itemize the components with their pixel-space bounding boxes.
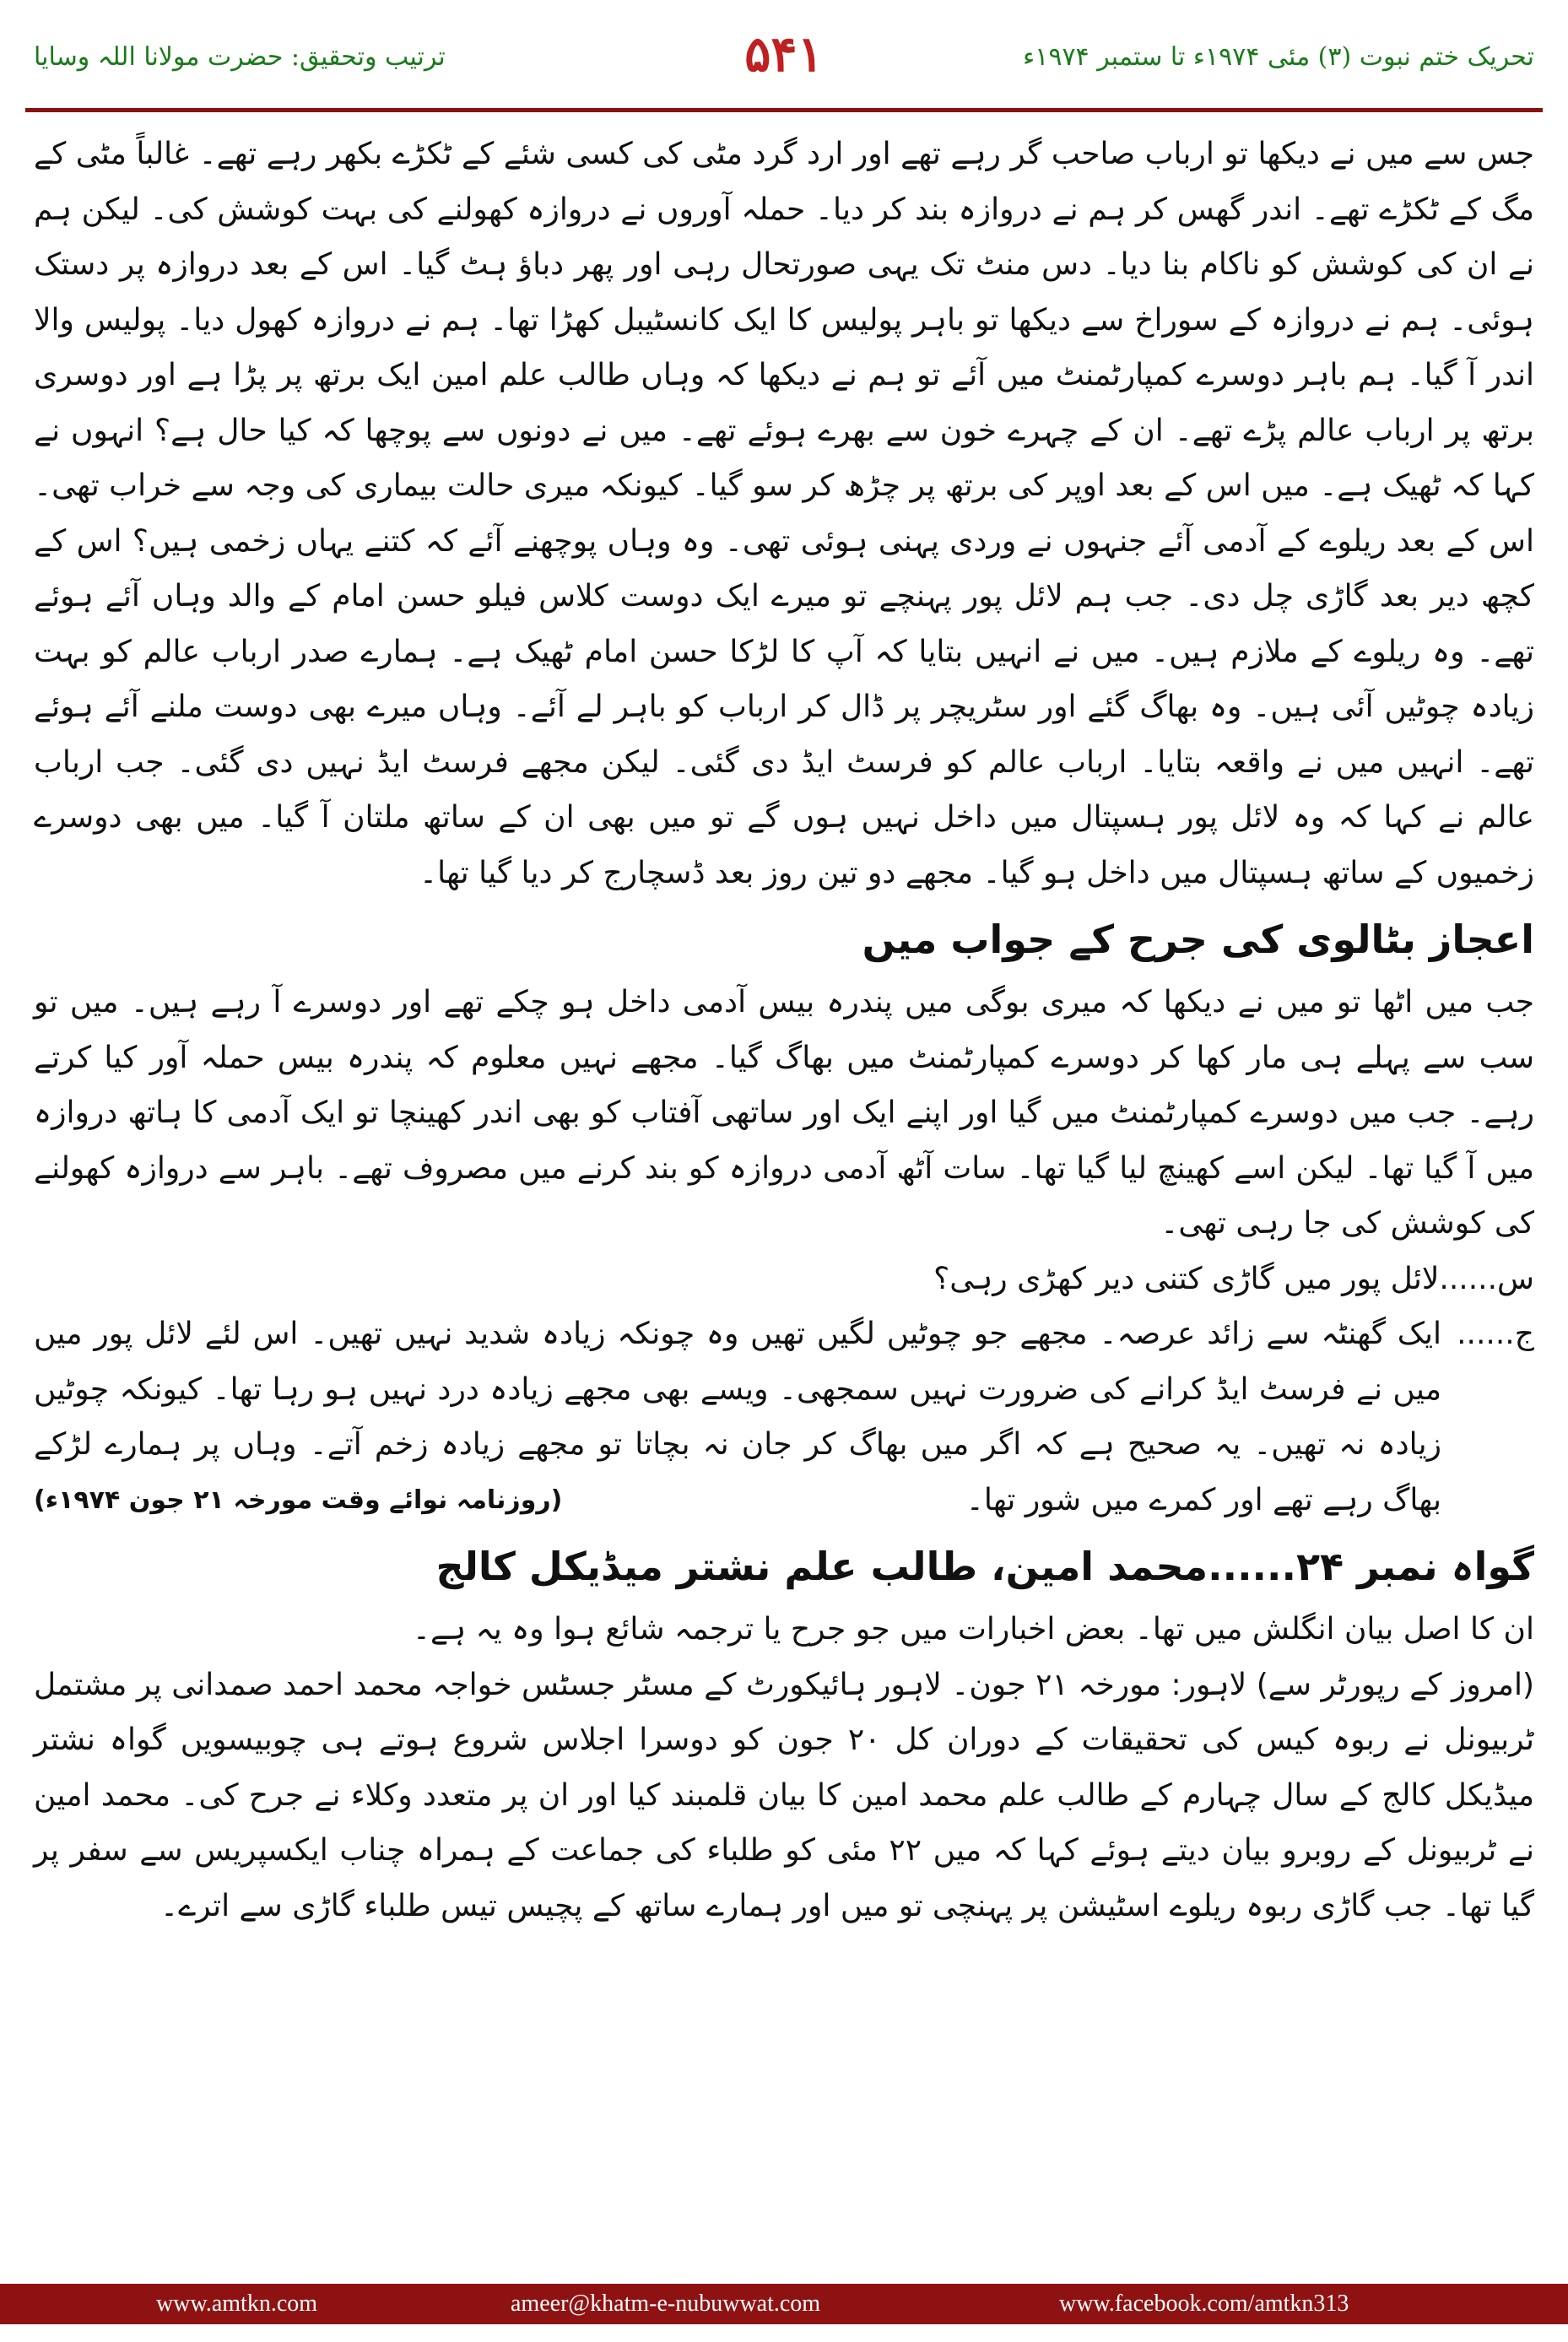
answer-row	[34, 1306, 1534, 1528]
question-row	[34, 1252, 1534, 1307]
paragraph-testimony-continuation: جس سے میں نے دیکھا تو ارباب صاحب گر رہے تھے اور ارد گرد مٹی کی کسی شئے کے ٹکڑے بکھر رہے تھے۔ غالباً مٹی کے مگ کے ٹکڑے تھے۔ اندر گھس کر ہم نے دروازہ بند کر دیا۔ حملہ آوروں نے دروازہ کھولنے کی بہت کوشش کی۔ لیکن ہم نے ان کی کوشش کو ناکام بنا دیا۔ دس منٹ تک یہی صورتحال رہی اور پھر دباؤ ہٹ گیا۔ اس کے بعد دروازہ پر دستک ہوئی۔ ہم نے دروازہ کے سوراخ سے دیکھا تو باہر پولیس کا ایک کانسٹیبل کھڑا تھا۔ ہم نے دروازہ کھول دیا۔ پولیس والا اندر آ گیا۔ ہم باہر دوسرے کمپارٹمنٹ میں آئے تو ہم نے دیکھا کہ وہاں طالب علم امین ایک برتھ پر پڑا ہے اور دوسری برتھ پر ارباب عالم پڑے تھے۔ ان کے چہرے خون سے بھرے ہوئے تھے۔ میں نے دونوں سے پوچھا کہ کیا حال ہے؟ انہوں نے کہا کہ ٹھیک ہے۔ میں اس کے بعد اوپر کی برتھ پر چڑھ کر سو گیا۔ کیونکہ میری حالت بیماری کی وجہ سے خراب تھی۔ اس کے بعد ریلوے کے آدمی آئے جنہوں نے وردی پہنی ہوئی تھی۔ وہ وہاں پوچھنے آئے کہ کتنے یہاں زخمی ہیں؟ اس کے کچھ دیر بعد گاڑی چل دی۔ جب ہم لائل پور پہنچے تو میرے ایک دوست کلاس فیلو حسن امام کے والد وہاں آئے ہوئے تھے۔ وہ ریلوے کے ملازم ہیں۔ میں نے انہیں بتایا کہ آپ کا لڑکا حسن امام ٹھیک ہے۔ ہمارے صدر ارباب عالم کو بہت زیادہ چوٹیں آئی ہیں۔ وہ بھاگ گئے اور سٹریچر پر ڈال کر ارباب کو باہر لے آئے۔ وہاں میرے بھی دوست ملنے آئے ہوئے تھے۔ انہیں میں نے واقعہ بتایا۔ ارباب عالم کو فرسٹ ایڈ دی گئی۔ لیکن مجھے فرسٹ ایڈ نہیں دی گئی۔ جب ارباب عالم نے کہا کہ وہ لائل پور ہسپتال میں داخل نہیں ہوں گے تو میں بھی ان کے ساتھ ملتان آ گیا۔ میں بھی دوسرے زخمیوں کے ساتھ ہسپتال میں داخل ہو گیا۔ مجھے دو تین روز بعد ڈسچارج کر دیا گیا تھا۔	[34, 137, 1534, 890]
section-heading-witness-24: گواہ نمبر ۲۴......محمد امین، طالب علم نشتر میڈیکل کالج	[435, 1544, 1534, 1589]
question-label: س......	[1439, 1261, 1534, 1296]
header-divider	[25, 108, 1543, 112]
footer-facebook-link[interactable]: www.facebook.com/amtkn313	[1059, 2291, 1349, 2317]
answer-label: ج......	[1457, 1317, 1534, 1351]
paragraph-statement-note: ان کا اصل بیان انگلش میں تھا۔ بعض اخبارات میں جو جرح یا ترجمہ شائع ہوا وہ یہ ہے۔	[412, 1612, 1534, 1647]
footer-email-link[interactable]: ameer@khatm-e-nubuwwat.com	[511, 2291, 821, 2317]
footer-website-link[interactable]: www.amtkn.com	[156, 2291, 318, 2317]
paragraph-report: (امروز کے رپورٹر سے) لاہور: مورخہ ۲۱ جون۔ لاہور ہائیکورٹ کے مسٹر جسٹس خواجہ محمد احمد صمدانی پر مشتمل ٹربیونل نے ربوہ کیس کی تحقیقات کے دوران کل ۲۰ جون کو دوسرا اجلاس شروع ہوتے ہی چوبیسویں گواہ نشتر میڈیکل کالج کے سال چہارم کے طالب علم محمد امین کا بیان قلمبند کیا اور ان پر متعدد وکلاء نے جرح کی۔ محمد امین نے ٹربیونل کے روبرو بیان دیتے ہوئے کہا کہ میں ۲۲ مئی کو طلباء کی جماعت کے ہمراہ چناب ایکسپریس سے سفر پر گیا تھا۔ جب گاڑی ربوہ ریلوے اسٹیشن پر پہنچی تو میں اور ہمارے ساتھ کے پچیس تیس طلباء گاڑی سے اترے۔	[34, 1667, 1534, 1923]
paragraph-cross-examination: جب میں اٹھا تو میں نے دیکھا کہ میری بوگی میں پندرہ بیس آدمی داخل ہو چکے تھے اور دوسرے آ رہے ہیں۔ میں تو سب سے پہلے ہی مار کھا کر دوسرے کمپارٹمنٹ میں بھاگ گیا۔ مجھے نہیں معلوم کہ پندرہ بیس حملہ آور کیا کرتے رہے۔ جب میں دوسرے کمپارٹمنٹ میں گیا اور اپنے ایک اور ساتھی آفتاب کو بھی اندر کھینچا تو ایک آدمی کا ہاتھ دروازہ میں آ گیا تھا۔ لیکن اسے کھینچ لیا گیا تھا۔ سات آٹھ آدمی دروازہ کو بند کرنے میں مصروف تھے۔ باہر سے دروازہ کھولنے کی کوشش کی جا رہی تھی۔	[34, 985, 1534, 1241]
answer-block	[34, 1306, 1441, 1528]
answer-text: ایک گھنٹہ سے زائد عرصہ۔ مجھے جو چوٹیں لگیں تھیں وہ چونکہ زیادہ شدید نہیں تھیں۔ اس لئے لائل پور میں میں نے فرسٹ ایڈ کرانے کی ضرورت نہیں سمجھی۔ ویسے بھی مجھے زیادہ درد نہیں ہو رہا تھا۔ کیونکہ چوٹیں زیادہ نہ تھیں۔ یہ صحیح ہے کہ اگر میں بھاگ کر جان نہ بچاتا تو مجھے زیادہ زخم آتے۔ وہاں پر ہمارے لڑکے بھاگ رہے تھے اور کمرے میں شور تھا۔	[34, 1317, 1441, 1517]
section-heading-cross-examination: اعجاز بٹالوی کی جرح کے جواب میں	[862, 917, 1534, 962]
header-book-title: تحریک ختم نبوت (۳) مئی ۱۹۷۴ء تا ستمبر ۱۹۷۴ء	[1023, 42, 1534, 72]
source-citation: (روزنامہ نوائے وقت مورخہ ۲۱ جون ۱۹۷۴ء)	[34, 1485, 563, 1515]
question-text: لائل پور میں گاڑی کتنی دیر کھڑی رہی؟	[933, 1261, 1440, 1296]
header-compiler-credit: ترتیب وتحقیق: حضرت مولانا اللہ وسایا	[34, 42, 446, 72]
page-body	[34, 127, 1534, 2270]
page-number: ۵۴۱	[744, 25, 824, 83]
page-header	[34, 25, 1534, 110]
page-footer	[0, 2284, 1568, 2324]
